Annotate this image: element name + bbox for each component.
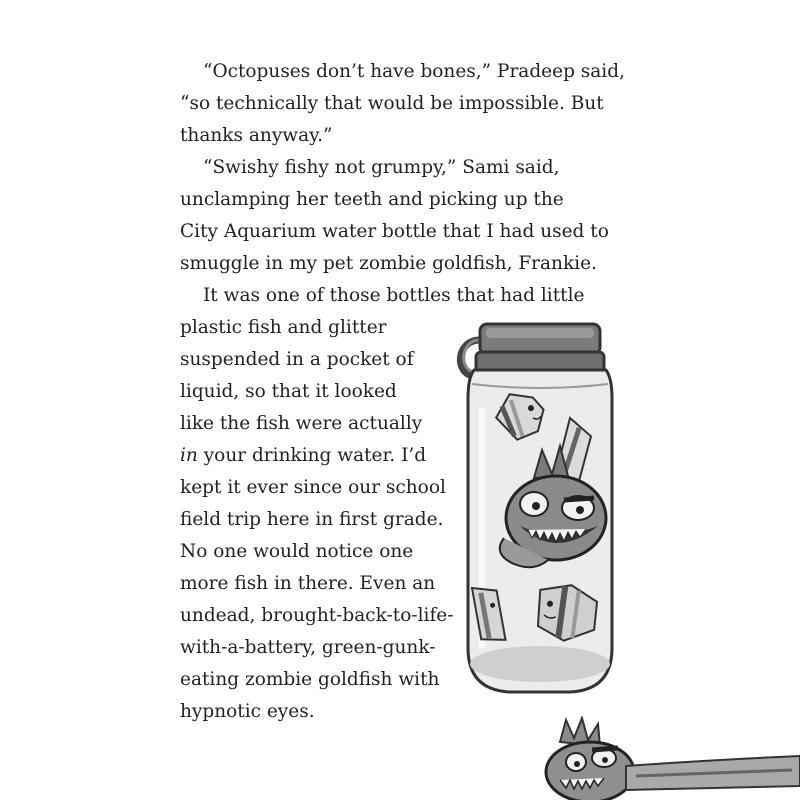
text-line: It was one of those bottles that had little <box>203 285 585 306</box>
italic-word: in <box>180 445 198 466</box>
text-line: hypnotic eyes. <box>180 701 315 722</box>
text-line: smuggle in my pet zombie goldfish, Frankie. <box>180 253 597 274</box>
text-line: with-a-battery, green-gunk- <box>180 637 436 658</box>
text-line: suspended in a pocket of <box>180 349 414 370</box>
text-line: “Octopuses don’t have bones,” Pradeep said, <box>203 61 625 82</box>
text-line: eating zombie goldfish with <box>180 669 440 690</box>
text-span: your drinking water. I’d <box>203 445 427 466</box>
text-line: “Swishy fishy not grumpy,” Sami said, <box>203 157 560 178</box>
text-line: undead, brought-back-to-life- <box>180 605 454 626</box>
text-line: more fish in there. Even an <box>180 573 436 594</box>
text-line <box>180 446 426 466</box>
text-line: field trip here in first grade. <box>180 509 444 530</box>
text-line: thanks anyway.” <box>180 125 333 146</box>
text-line: kept it ever since our school <box>180 477 446 498</box>
text-line: like the fish were actually <box>180 413 423 434</box>
text-line: No one would notice one <box>180 541 414 562</box>
water-bottle-illustration <box>450 318 630 700</box>
text-line: City Aquarium water bottle that I had used to <box>180 221 609 242</box>
text-line: plastic fish and glitter <box>180 317 387 338</box>
peeking-zombie-fish-illustration <box>540 716 800 800</box>
text-line: “so technically that would be impossible. But <box>180 93 604 114</box>
text-line: unclamping her teeth and picking up the <box>180 189 564 210</box>
text-line: liquid, so that it looked <box>180 381 397 402</box>
